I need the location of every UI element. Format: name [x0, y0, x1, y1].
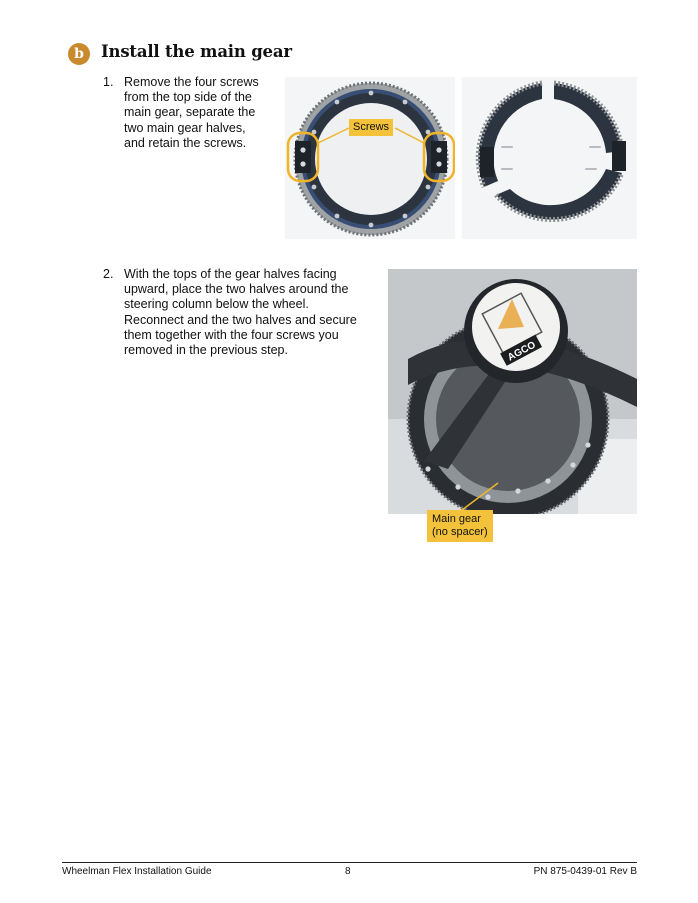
- section-badge: b: [68, 43, 90, 65]
- footer-part-number: PN 875-0439-01 Rev B: [533, 866, 637, 877]
- step-2-number: 2.: [103, 267, 114, 281]
- step-2-line: steering column below the wheel.: [124, 297, 309, 312]
- step-1-line: two main gear halves,: [124, 120, 246, 135]
- gear-halves-illustration: [462, 77, 637, 239]
- step-2-line: removed in the previous step.: [124, 343, 288, 358]
- step-1-line: main gear, separate the: [124, 105, 256, 120]
- footer-divider: [62, 862, 637, 863]
- step-1-line: Remove the four screws: [124, 75, 259, 89]
- step-2-line: upward, place the two halves around the: [124, 282, 349, 297]
- main-gear-callout-line: Main gear: [432, 513, 481, 525]
- step-2-text: [124, 267, 369, 358]
- step-2-line: With the tops of the gear halves facing: [124, 267, 337, 281]
- main-gear-callout-line: (no spacer): [432, 526, 488, 538]
- gear-assembled-illustration: [285, 77, 455, 239]
- gear-halves-photo: [462, 77, 637, 239]
- main-gear-callout: [427, 510, 493, 542]
- footer-page-number: 8: [345, 866, 351, 877]
- step-1-line: and retain the screws.: [124, 135, 247, 150]
- step-2-line: Reconnect and the two halves and secure: [124, 312, 357, 327]
- footer-guide-title: Wheelman Flex Installation Guide: [62, 866, 212, 877]
- hub-logo-text: AGCO: [505, 339, 538, 364]
- gear-assembled-photo: [285, 77, 455, 239]
- step-2-line: them together with the four screws you: [124, 327, 339, 342]
- steering-gear-photo: [388, 269, 637, 514]
- step-1-line: from the top side of the: [124, 90, 252, 105]
- section-title: Install the main gear: [101, 42, 292, 61]
- screws-callout: Screws: [349, 119, 393, 136]
- steering-gear-illustration: [388, 269, 637, 514]
- step-1-text: [124, 75, 276, 151]
- step-1-number: 1.: [103, 75, 114, 89]
